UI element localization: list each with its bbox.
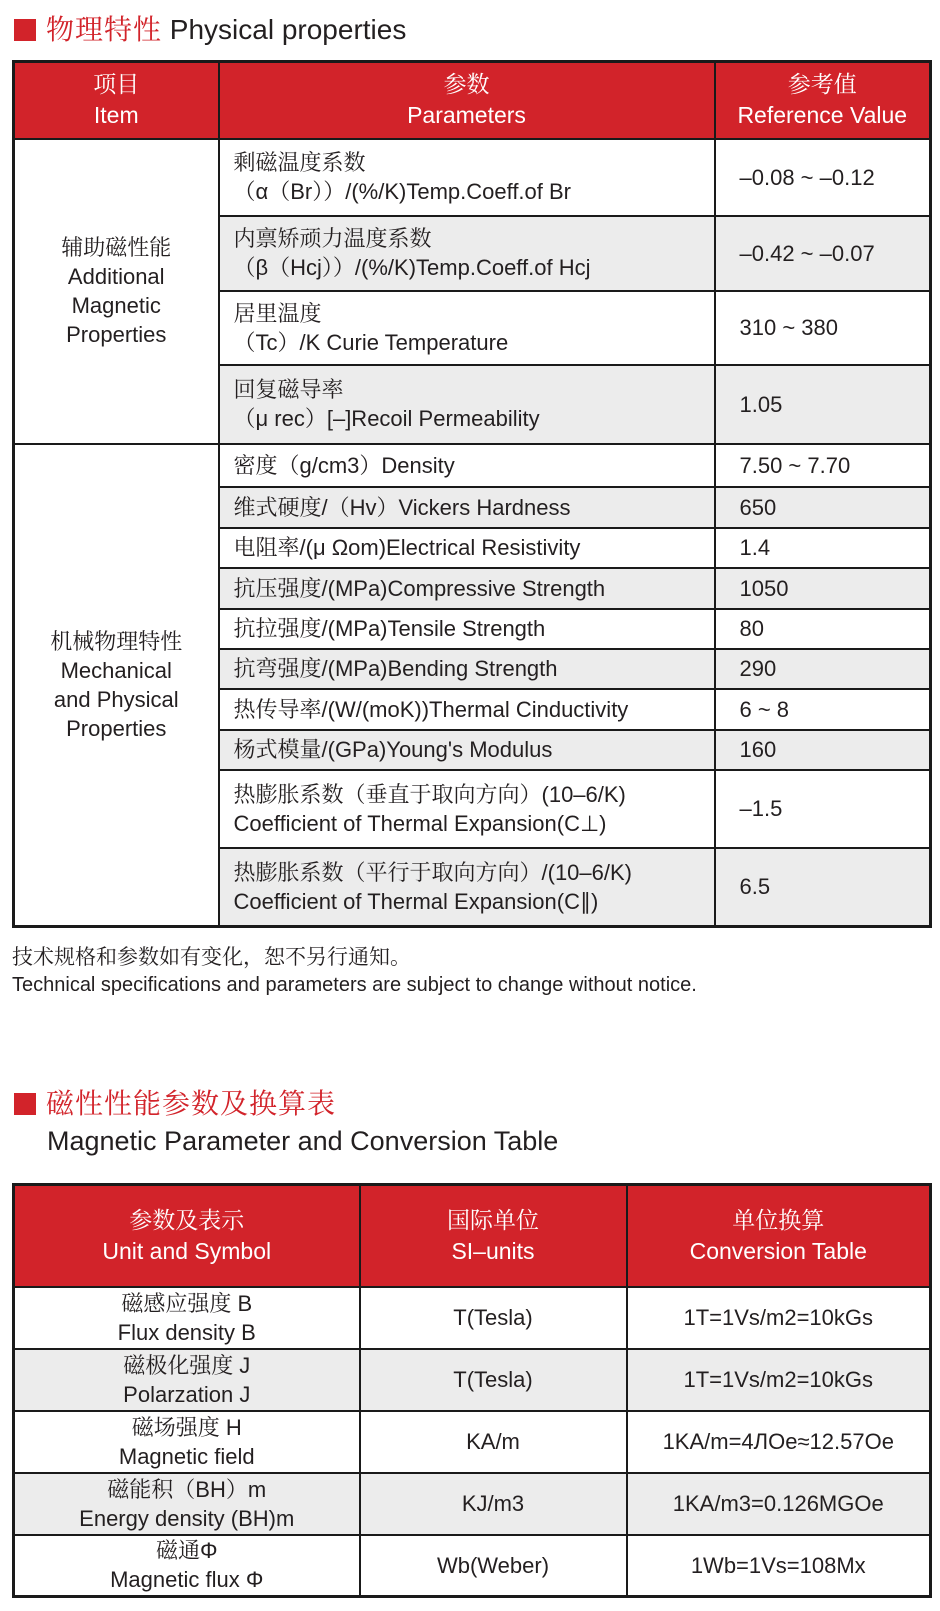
value-cell: 80	[715, 609, 931, 649]
column-header-conv-zh: 单位换算	[732, 1206, 825, 1233]
column-header-symbol-en: Unit and Symbol	[102, 1237, 272, 1264]
disclaimer-zh: 技术规格和参数如有变化，恕不另行通知。	[12, 946, 411, 969]
value-cell: 1.4	[715, 528, 931, 568]
conversion-cell: 1T=1Vs/m2=10kGs	[627, 1349, 931, 1411]
param-cell-curie-temperature	[219, 291, 715, 365]
conversion-cell: 1Wb=1Vs=108Mx	[627, 1535, 931, 1597]
param-cell-tensile-strength: 抗拉强度/(MPa)Tensile Strength	[219, 609, 715, 649]
physical-properties-table	[12, 60, 932, 928]
param-line: 剩磁温度系数	[233, 150, 366, 175]
symbol-cell-energy-density	[14, 1473, 360, 1535]
section1-title-en: Physical properties	[169, 14, 407, 45]
column-header-item	[14, 62, 219, 139]
conversion-cell: 1T=1Vs/m2=10kGs	[627, 1287, 931, 1349]
symbol-line-en: Polarzation J	[123, 1381, 251, 1407]
param-cell-compressive-strength: 抗压强度/(MPa)Compressive Strength	[219, 568, 715, 609]
param-cell-electrical-resistivity: 电阻率/(μ Ωom)Electrical Resistivity	[219, 528, 715, 568]
disclaimer-en: Technical specifications and parameters are subject to change without notice.	[12, 974, 697, 996]
symbol-line-zh: 磁场强度 H	[131, 1414, 242, 1440]
value-cell: –0.42 ~ –0.07	[715, 216, 931, 291]
section2-title-zh: 磁性性能参数及换算表	[46, 1088, 337, 1119]
param-cell-density: 密度（g/cm3）Density	[219, 444, 715, 487]
symbol-line-zh: 磁能积（BH）m	[107, 1476, 267, 1502]
column-header-item-en: Item	[93, 102, 139, 129]
param-line: Coefficient of Thermal Expansion(C⊥)	[233, 810, 607, 836]
value-cell: 310 ~ 380	[715, 291, 931, 365]
section1-title-zh: 物理特性	[46, 14, 163, 45]
si-unit-cell: T(Tesla)	[360, 1349, 627, 1411]
disclaimer-note	[12, 944, 697, 999]
si-unit-cell: Wb(Weber)	[360, 1535, 627, 1597]
column-header-conv-en: Conversion Table	[689, 1237, 867, 1264]
section-bullet-icon	[14, 19, 36, 41]
symbol-line-zh: 磁极化强度 J	[123, 1352, 251, 1378]
value-cell: 1050	[715, 568, 931, 609]
param-line: 热膨胀系数（平行于取向方向）/(10–6/K)	[233, 859, 632, 885]
value-cell: –0.08 ~ –0.12	[715, 139, 931, 216]
value-cell: 160	[715, 730, 931, 770]
symbol-cell-flux-density	[14, 1287, 360, 1349]
table-row	[14, 1411, 931, 1473]
si-unit-cell: KA/m	[360, 1411, 627, 1473]
row-group-mechanical-physical-properties	[14, 444, 219, 927]
group-label-line: Additional	[67, 264, 165, 289]
param-line: （Tc）/K Curie Temperature	[233, 329, 509, 355]
table-row	[14, 1349, 931, 1411]
magnetic-parameter-conversion-table	[12, 1183, 932, 1598]
column-header-si-zh: 国际单位	[447, 1206, 539, 1233]
param-cell-vickers-hardness: 维式硬度/（Hv）Vickers Hardness	[219, 487, 715, 528]
physical-properties-heading	[14, 8, 406, 48]
symbol-line-zh: 磁通Φ	[155, 1538, 218, 1564]
table-row	[14, 1535, 931, 1597]
group-label-line: 辅助磁性能	[61, 235, 172, 260]
value-cell: 7.50 ~ 7.70	[715, 444, 931, 487]
table-row	[14, 1473, 931, 1535]
column-header-reference-value	[715, 62, 931, 139]
column-header-reference-en: Reference Value	[737, 102, 908, 129]
param-cell-youngs-modulus: 杨式模量/(GPa)Young's Modulus	[219, 730, 715, 770]
symbol-line-en: Magnetic field	[118, 1443, 255, 1469]
si-unit-cell: KJ/m3	[360, 1473, 627, 1535]
group-label-line: and Physical	[53, 686, 179, 712]
symbol-line-en: Magnetic flux Φ	[110, 1567, 264, 1593]
column-header-si-en: SI–units	[451, 1237, 535, 1264]
param-cell-temp-coeff-hcj	[219, 216, 715, 291]
section-bullet-icon	[14, 1093, 36, 1115]
param-line: （α（Br））/(%/K)Temp.Coeff.of Br	[233, 179, 571, 204]
value-cell: 650	[715, 487, 931, 528]
param-line: Coefficient of Thermal Expansion(C∥)	[233, 888, 599, 914]
table-row	[14, 1287, 931, 1349]
symbol-line-en: Flux density B	[117, 1319, 256, 1345]
magnetic-parameter-heading	[14, 1082, 558, 1157]
symbol-cell-polarization	[14, 1349, 360, 1411]
param-line: （μ rec）[–]Recoil Permeability	[233, 406, 540, 431]
value-cell: 6.5	[715, 848, 931, 927]
group-label-line: Mechanical	[60, 657, 172, 683]
conversion-cell: 1KA/m3=0.126MGOe	[627, 1473, 931, 1535]
column-header-item-zh: 项目	[93, 71, 140, 98]
symbol-line-en: Energy density (BH)m	[79, 1505, 295, 1531]
column-header-symbol-zh: 参数及表示	[129, 1206, 245, 1233]
group-label-line: Properties	[66, 322, 167, 347]
param-line: 居里温度	[233, 300, 322, 326]
column-header-parameters-en: Parameters	[407, 102, 526, 129]
group-label-line: 机械物理特性	[50, 628, 183, 654]
param-line: 热膨胀系数（垂直于取向方向）(10–6/K)	[233, 781, 626, 807]
value-cell: 1.05	[715, 365, 931, 444]
symbol-cell-magnetic-field	[14, 1411, 360, 1473]
param-cell-temp-coeff-br	[219, 139, 715, 216]
column-header-parameters-zh: 参数	[443, 71, 490, 98]
param-line: 回复磁导率	[233, 377, 344, 402]
conversion-cell: 1KA/m=4ЛOe≈12.57Oe	[627, 1411, 931, 1473]
param-cell-recoil-permeability	[219, 365, 715, 444]
group-label-line: Magnetic	[71, 293, 161, 318]
column-header-unit-and-symbol	[14, 1185, 360, 1287]
table-row	[14, 444, 931, 487]
symbol-cell-magnetic-flux	[14, 1535, 360, 1597]
table-row	[14, 139, 931, 216]
column-header-conversion-table	[627, 1185, 931, 1287]
param-cell-thermal-expansion-parallel	[219, 848, 715, 927]
value-cell: 6 ~ 8	[715, 689, 931, 730]
value-cell: –1.5	[715, 770, 931, 848]
heading2-line1	[14, 1082, 558, 1122]
group-label-line: Properties	[66, 715, 167, 741]
row-group-additional-magnetic-properties	[14, 139, 219, 444]
si-unit-cell: T(Tesla)	[360, 1287, 627, 1349]
value-cell: 290	[715, 649, 931, 689]
symbol-line-zh: 磁感应强度 B	[121, 1290, 253, 1316]
column-header-reference-zh: 参考值	[787, 71, 857, 98]
column-header-si-units	[360, 1185, 627, 1287]
column-header-parameters	[219, 62, 715, 139]
param-cell-bending-strength: 抗弯强度/(MPa)Bending Strength	[219, 649, 715, 689]
section2-title-en: Magnetic Parameter and Conversion Table	[47, 1126, 559, 1156]
param-cell-thermal-expansion-perpendicular	[219, 770, 715, 848]
param-line: （β（Hcj））/(%/K)Temp.Coeff.of Hcj	[233, 255, 591, 280]
param-cell-thermal-conductivity: 热传导率/(W/(moK))Thermal Cinductivity	[219, 689, 715, 730]
param-line: 内禀矫顽力温度系数	[233, 226, 432, 251]
